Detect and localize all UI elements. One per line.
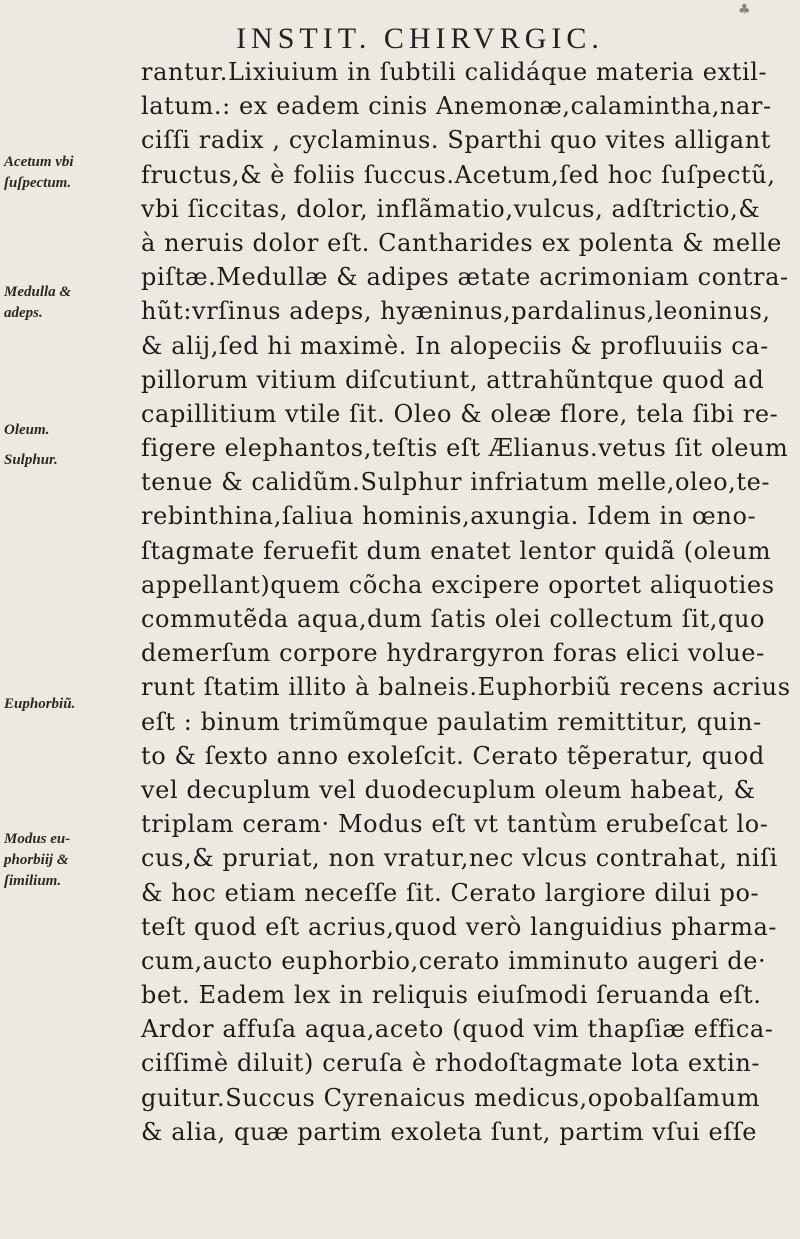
text-line: runt ſtatim illito à balneis.Euphorbiũ recens acrius: [141, 673, 791, 702]
marginal-note-line: Oleum.: [4, 422, 50, 438]
running-header-text: INSTIT. CHIRVRGIC.: [236, 22, 604, 55]
text-line: latum.: ex eadem cinis Anemonæ,calamintha,nar-: [141, 92, 772, 121]
marginal-note-line: ſuſpectum.: [4, 175, 72, 191]
marginal-note: [4, 282, 134, 324]
text-line: & alia, quæ partim exoleta ſunt, partim vſui eſſe: [141, 1117, 758, 1146]
text-line: guitur.Succus Cyrenaicus medicus,opobalſamum: [141, 1083, 761, 1112]
text-line: commutẽda aqua,dum ſatis olei collectum ſit,quo: [141, 605, 766, 633]
text-line: vel decuplum vel duodecuplum oleum habeat, &: [141, 775, 756, 804]
text-line: rebinthina,ſaliua hominis,axungia. Idem in œno-: [141, 502, 757, 531]
text-line: cum,aucto euphorbio,cerato imminuto augeri de·: [141, 946, 767, 975]
text-line: vbi ſiccitas, dolor, inflãmatio,vulcus, adſtrictio,&: [141, 194, 761, 223]
text-line: tenue & calidũm.Sulphur infriatum melle,oleo,te-: [141, 468, 771, 497]
marginal-note-line: Euphorbiũ.: [4, 696, 76, 712]
running-header: [0, 22, 800, 56]
text-line: Ardor affuſa aqua,aceto (quod vim thapſiæ effica-: [141, 1015, 774, 1044]
marginal-note: [4, 450, 134, 471]
text-line: hũt:vrſinus adeps, hyæninus,pardalinus,leoninus,: [141, 297, 771, 326]
text-line: ciſſimè diluit) ceruſa è rhodoſtagmate lota extin-: [141, 1049, 761, 1078]
text-line: to & ſexto anno exoleſcit. Cerato tẽperatur, quod: [141, 741, 765, 770]
text-line: triplam ceram· Modus eſt vt tantùm erubeſcat lo-: [141, 810, 769, 839]
text-line: appellant)quem cõcha excipere oportet aliquoties: [141, 570, 775, 599]
text-line: pillorum vitium diſcutiunt, attrahũntque quod ad: [141, 365, 765, 394]
text-line: & hoc etiam neceſſe ſit. Cerato largiore dilui po-: [141, 878, 760, 907]
marginal-note: [4, 152, 134, 194]
marginal-note: [4, 829, 134, 892]
marginal-note-line: Medulla &: [4, 284, 72, 300]
text-line: figere elephantos,teſtis eſt Ælianus.vetus ſit oleum: [141, 434, 789, 463]
text-line: eſt : binum trimũmque paulatim remittitur, quin-: [141, 707, 762, 736]
text-line: bet. Eadem lex in reliquis eiuſmodi ſeruanda eſt.: [141, 981, 762, 1010]
marginal-note-line: Modus eu-: [4, 831, 71, 847]
marginal-note-line: Sulphur.: [4, 452, 58, 468]
marginal-note-line: Acetum vbi: [4, 154, 74, 170]
text-line: fructus,& è foliis ſuccus.Acetum,ſed hoc ſuſpectũ,: [141, 160, 776, 189]
marginal-note: [4, 694, 134, 715]
marginal-note-line: phorbiĳ &: [4, 852, 69, 868]
body-text: [141, 55, 791, 1149]
text-line: capillitium vtile ſit. Oleo & oleæ flore, tela ſibi re-: [141, 399, 779, 428]
ornament-mark: ♣: [738, 2, 751, 18]
text-line: cus,& pruriat, non vratur,nec vlcus contrahat, niſi: [141, 844, 778, 873]
text-line: rantur.Lixiuium in ſubtili calidáque materia extil-: [141, 58, 768, 86]
text-line: ſtagmate feruefit dum enatet lentor quidã (oleum: [141, 536, 772, 565]
text-line: à neruis dolor eſt. Cantharides ex polenta & melle: [141, 228, 782, 257]
text-line: ciſſi radix , cyclaminus. Sparthi quo vites alligant: [141, 126, 772, 155]
marginal-note-line: adeps.: [4, 305, 43, 321]
marginal-note-line: ſimilium.: [4, 873, 62, 889]
text-line: & alij,ſed hi maximè. In alopeciis & profluuiis ca-: [141, 331, 769, 360]
text-line: teſt quod eſt acrius,quod verò languidius pharma-: [141, 912, 778, 941]
marginal-note: [4, 420, 134, 441]
text-line: piſtæ.Medullæ & adipes ætate acrimoniam contra-: [141, 263, 789, 292]
text-line: demerſum corpore hydrargyron foras elici volue-: [141, 639, 765, 668]
